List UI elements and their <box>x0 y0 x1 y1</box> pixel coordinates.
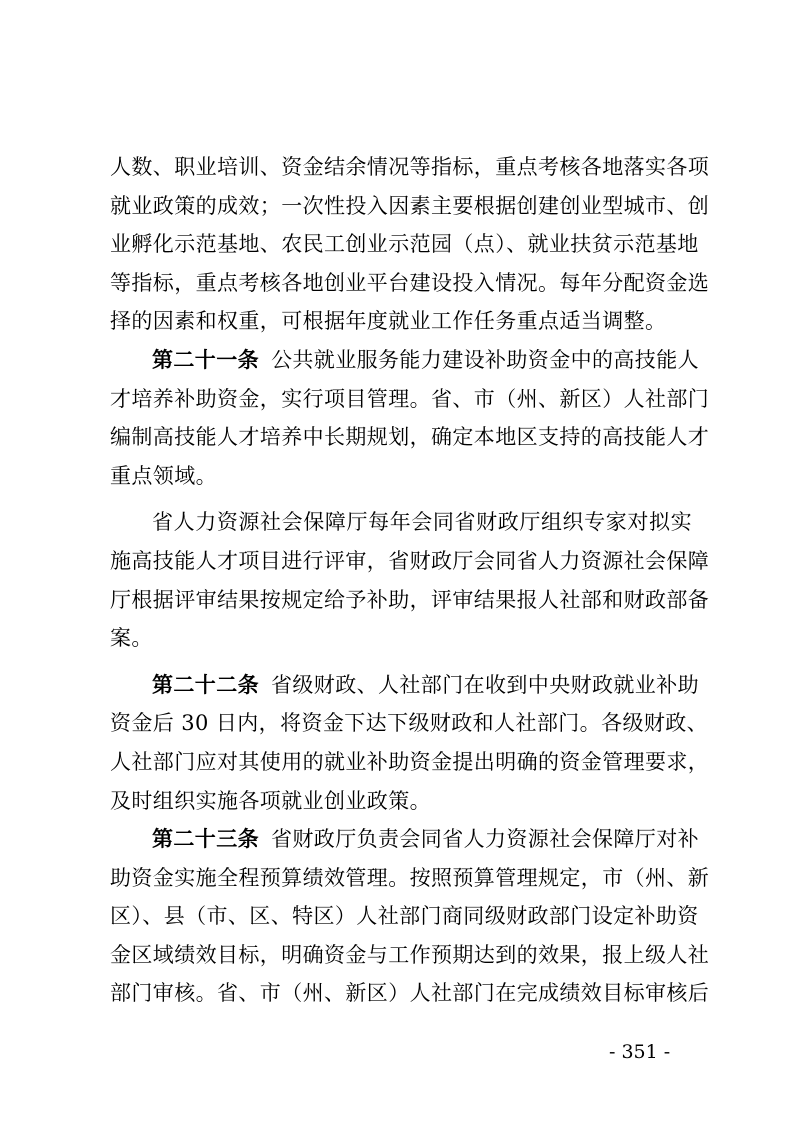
text-line: 省人力资源社会保障厅每年会同省财政厅组织专家对拟实 <box>152 510 692 535</box>
article-heading: 第二十二条 <box>152 672 259 697</box>
text-line: 区）、县（市、区、特区）人社部门商同级财政部门设定补助资 <box>110 904 699 929</box>
text-line: 业孵化示范基地、农民工创业示范园（点）、就业扶贫示范基地 <box>110 232 699 257</box>
text-line: 人社部门应对其使用的就业补助资金提出明确的资金管理要求， <box>110 749 710 774</box>
paragraph-gap <box>110 495 692 503</box>
text-line: 助资金实施全程预算绩效管理。按照预算管理规定，市（州、新 <box>110 865 710 890</box>
text-line: 编制高技能人才培养中长期规划，确定本地区支持的高技能人才 <box>110 425 710 450</box>
text-line: 厅根据评审结果按规定给予补助，评审结果报人社部和财政部备 <box>110 587 710 612</box>
text-span: 省级财政、人社部门在收到中央财政就业补助 <box>271 672 699 697</box>
text-span: 公共就业服务能力建设补助资金中的高技能人 <box>271 347 699 372</box>
text-line: 就业政策的成效；一次性投入因素主要根据创建创业型城市、创 <box>110 193 710 218</box>
text-line: 施高技能人才项目进行评审，省财政厅会同省人力资源社会保障 <box>110 548 710 573</box>
article-first-line <box>110 341 699 380</box>
text-line: 案。 <box>110 626 153 651</box>
text-line: 金区域绩效目标，明确资金与工作预期达到的效果，报上级人社 <box>110 942 710 967</box>
text-line: 才培养补助资金，实行项目管理。省、市（州、新区）人社部门 <box>110 386 710 411</box>
text-line: 资金后 30 日内，将资金下达下级财政和人社部门。各级财政、 <box>110 711 709 736</box>
article-23 <box>110 820 710 1013</box>
page-number: - 351 - <box>609 1041 671 1063</box>
text-line: 人数、职业培训、资金结余情况等指标，重点考核各地落实各项 <box>110 155 710 179</box>
text-line: 重点领域。 <box>110 463 217 488</box>
article-first-line <box>110 820 699 859</box>
article-21 <box>110 341 710 495</box>
article-heading: 第二十三条 <box>152 827 259 852</box>
article-heading: 第二十一条 <box>152 347 259 372</box>
text-line: 等指标，重点考核各地创业平台建设投入情况。每年分配资金选 <box>110 270 710 295</box>
paragraph-gap <box>110 658 692 666</box>
paragraph-review <box>110 503 710 657</box>
article-22 <box>110 666 710 820</box>
text-line: 及时组织实施各项就业创业政策。 <box>110 788 431 813</box>
paragraph-continuation <box>110 148 710 341</box>
article-first-line <box>110 666 699 705</box>
text-span: 省财政厅负责会同省人力资源社会保障厅对补 <box>271 827 699 852</box>
body-text <box>110 148 710 1013</box>
text-line: 择的因素和权重，可根据年度就业工作任务重点适当调整。 <box>110 309 667 334</box>
text-line: 部门审核。省、市（州、新区）人社部门在完成绩效目标审核后 <box>110 981 710 1006</box>
